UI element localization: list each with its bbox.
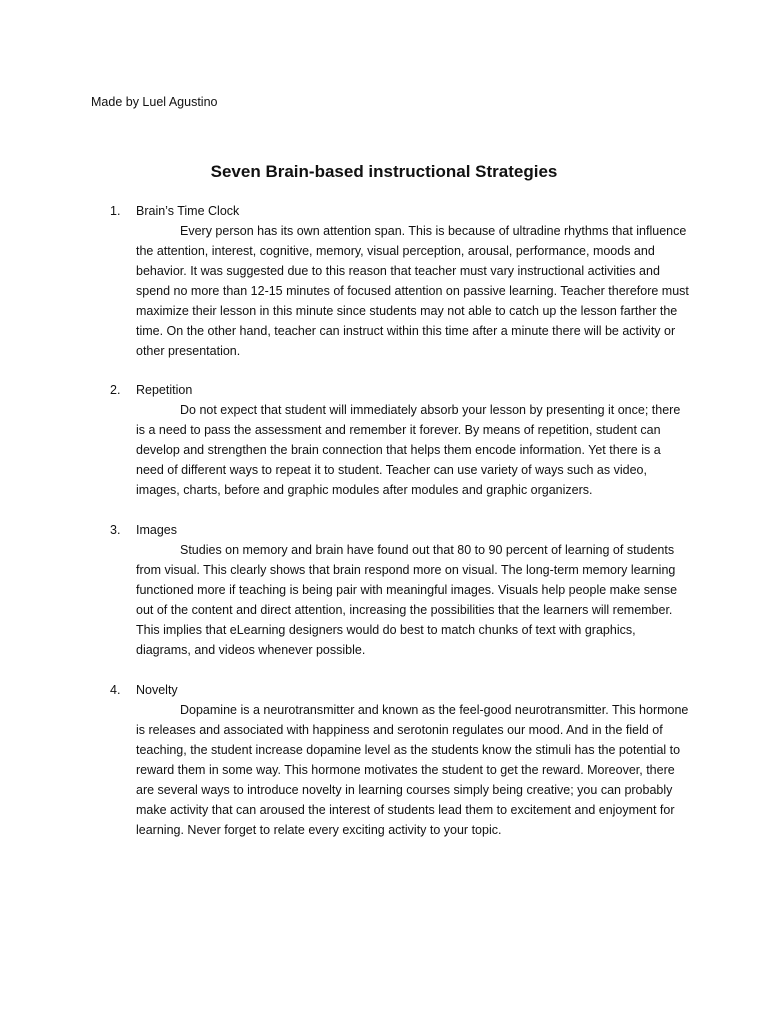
section-heading bbox=[110, 201, 695, 221]
section-paragraph: Every person has its own attention span. This is because of ultradine rhythms that influence the attention, interest, cognitive, memory, visual perception, arousal, performance, moods and behavior. It was suggested due to this reason that teacher must vary instructional activities and spend no more than 12-15 minutes of focused attention on passive learning. Teacher therefore must maximize their lesson in this minute since students may not able to catch up the lesson farther the time. On the other hand, teacher can instruct within this time after a minute there will be activity or other presentation. bbox=[136, 224, 689, 358]
section-paragraph: Do not expect that student will immediately absorb your lesson by presenting it once; there is a need to pass the assessment and remember it forever. By means of repetition, student can develop and strengthen the brain connection that helps them encode information. Yet there is a need of different ways to repeat it to student. Teacher can use variety of ways such as video, images, charts, before and graphic modules after modules and graphic organizers. bbox=[136, 403, 681, 497]
section-number: 2. bbox=[110, 383, 121, 397]
section-heading bbox=[110, 520, 695, 540]
section-number: 4. bbox=[110, 683, 121, 697]
section-title: Brain’s Time Clock bbox=[136, 204, 240, 218]
section-number: 3. bbox=[110, 523, 121, 537]
section-number: 1. bbox=[110, 204, 121, 218]
section-paragraph: Dopamine is a neurotransmitter and known as the feel-good neurotransmitter. This hormone is releases and associated with happiness and serotonin regulates our mood. And in the field of teaching, the student increase dopamine level as the students know the stimuli has the potential to reward them in some way. This hormone motivates the student to get the reward. Moreover, there are several ways to introduce novelty in learning courses simply being creative; you can probably make activity that can aroused the interest of students lead them to excitement and enjoyment for learning. Never forget to relate every exciting activity to your topic. bbox=[136, 703, 689, 837]
section-heading bbox=[110, 680, 695, 700]
document-title: Seven Brain-based instructional Strategies bbox=[210, 162, 558, 181]
section-heading bbox=[110, 380, 695, 400]
section-paragraph: Studies on memory and brain have found out that 80 to 90 percent of learning of students from visual. This clearly shows that brain respond more on visual. The long-term memory learning functioned more if teaching is being pair with meaningful images. Visuals help people make sense out of the content and direct attention, increasing the possibilities that the learners will remember. This implies that eLearning designers would do best to match chunks of text with graphics, diagrams, and videos whenever possible. bbox=[136, 543, 678, 657]
author-line: Made by Luel Agustino bbox=[91, 95, 218, 109]
section-title: Novelty bbox=[136, 683, 178, 697]
section-title: Repetition bbox=[136, 383, 193, 397]
section-images bbox=[110, 520, 695, 660]
section-novelty bbox=[110, 680, 695, 840]
section-repetition bbox=[110, 380, 695, 500]
section-brains-time-clock bbox=[110, 201, 695, 361]
section-title: Images bbox=[136, 523, 177, 537]
